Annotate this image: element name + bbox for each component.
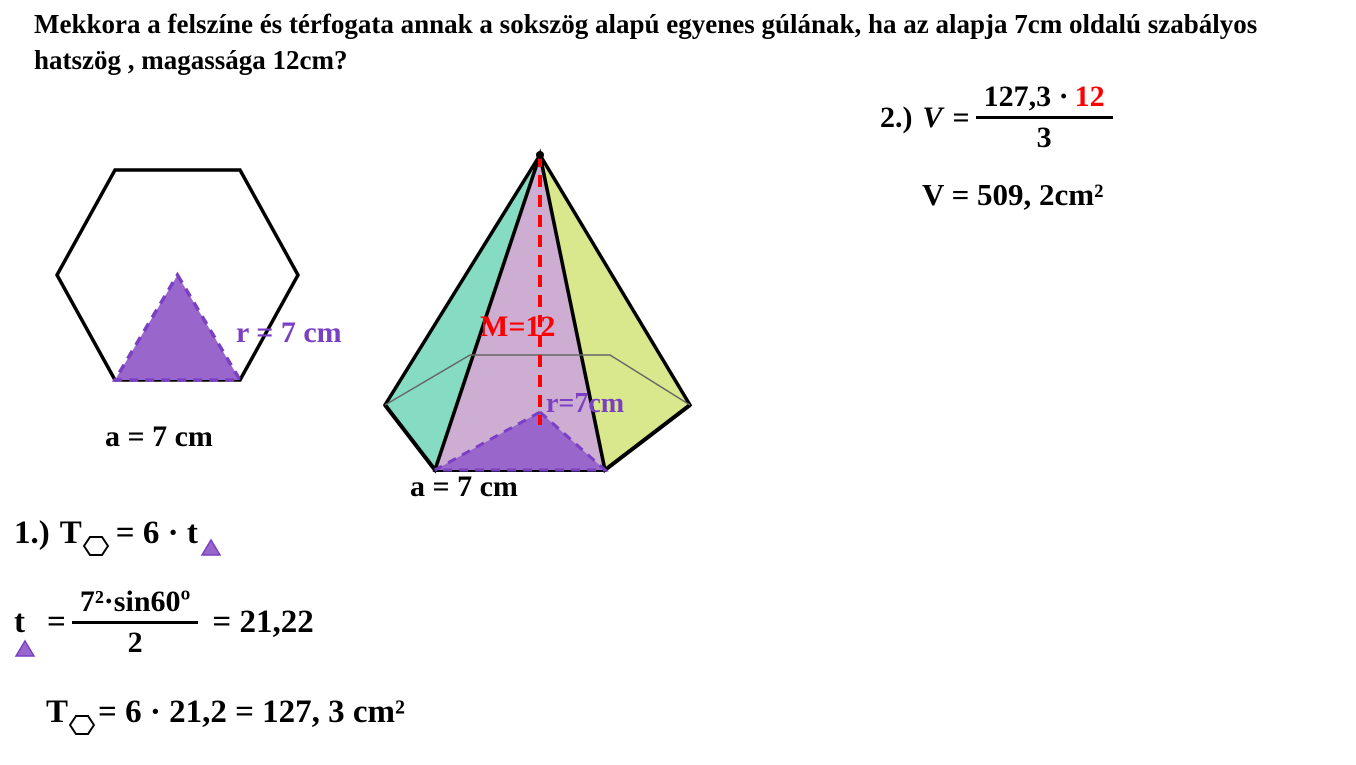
triangle-area-result: = 21,22	[212, 604, 314, 640]
surface-T-variable: T	[59, 515, 82, 551]
problem-statement: Mekkora a felszíne és térfogata annak a sokszög alapú egyenes gúlának, ha az alapja 7cm oldalú szabályos hatszög , magassága 12cm?	[34, 9, 1258, 76]
surface-step-index: 1.)	[14, 515, 50, 551]
volume-numerator	[976, 80, 1113, 116]
volume-fraction	[976, 80, 1113, 155]
volume-calculation	[880, 80, 1119, 213]
pyramid-base-label: a = 7 cm	[410, 470, 518, 503]
surface-line2-equals: =	[47, 604, 66, 640]
triangle-area-numerator: 7²·sin60º	[79, 585, 191, 618]
surface-line1-rest: = 6 · t	[115, 515, 198, 551]
volume-equals-sign: =	[952, 100, 970, 134]
volume-formula-row	[880, 80, 1119, 155]
volume-result: V = 509, 2cm²	[922, 177, 1104, 212]
triangle-area-fraction	[72, 585, 199, 660]
surface-t-variable-wrap	[14, 604, 25, 641]
surface-line-3	[46, 694, 405, 746]
volume-variable: V	[922, 100, 943, 134]
surface-calculation	[14, 515, 405, 746]
volume-numerator-left: 127,3 ·	[983, 80, 1069, 113]
hexagon-radius-label: r = 7 cm	[236, 316, 342, 349]
hexagon-subscript-icon	[83, 529, 109, 551]
surface-line-2	[14, 585, 405, 660]
pyramid-apex	[536, 151, 544, 159]
surface-T-variable-2: T	[46, 694, 69, 730]
volume-step-index: 2.)	[880, 100, 913, 134]
volume-denominator: 3	[1036, 121, 1052, 154]
triangle-subscript-icon-2	[14, 630, 36, 650]
triangle-area-denominator: 2	[127, 626, 143, 659]
surface-line3-rest: = 6 · 21,2 = 127, 3 cm²	[98, 694, 405, 730]
hexagon-subscript-icon-2	[69, 708, 95, 730]
pyramid-height-label: M=12	[480, 310, 556, 343]
surface-t-variable: t	[14, 604, 25, 640]
surface-line-1	[14, 515, 405, 575]
pyramid-radius-label: r=7cm	[546, 388, 625, 419]
volume-numerator-right: 12	[1074, 80, 1105, 113]
triangle-subscript-icon	[200, 529, 222, 549]
hexagon-side-label: a = 7 cm	[105, 420, 213, 453]
